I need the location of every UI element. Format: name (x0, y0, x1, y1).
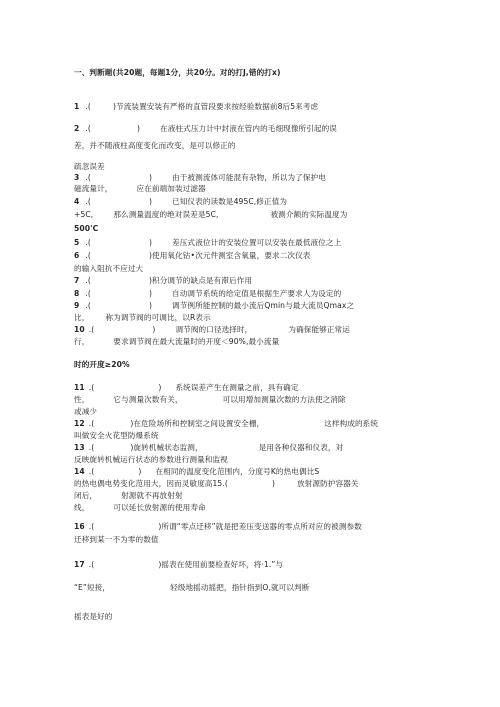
question-10-cont-2: 时的开度≥20% (74, 360, 130, 369)
question-2: 2 .( ) 在液柱式压力计中封液在管内的毛细现像所引起的误 (74, 124, 338, 133)
question-4: 4 .( ) 已知仪表的读数是495C,修正值为 (74, 197, 288, 206)
question-4-cont-1: +5C, 那么测量温度的绝对误差是5C, 被测介额的实际温度为 (74, 210, 348, 219)
question-14-cont-2: 闭后， 射源就不再放射射 (74, 491, 183, 500)
question-3: 3 .( ) 由于被测流体可能混有杂物，所以为了保护电 (74, 173, 326, 182)
question-9-cont-1: 比， 称为调节阀的可调比，以R表示 (74, 313, 211, 322)
question-13-cont-1: 反映旋转机械运行状态的参数进行测量和监视 (74, 455, 228, 464)
question-6-cont-1: 的输入阻抗不应过大 (74, 264, 144, 273)
question-7: 7 .( )积分调节的缺点是有滞后作用 (74, 276, 253, 285)
question-10-cont-1: 行， 要求调节阀在最大流量时的开度＜90%,最小流量 (74, 337, 280, 346)
question-10: 10 .( ) 调节阀的口径选择时， 为确保能够正常运 (74, 325, 350, 334)
question-6: 6 .( )使用氧化钴•次元件测室含氧量，要求二次仪表 (74, 251, 311, 260)
question-11: 11 .( ) 系统误差产生在测量之前，具有确定 (74, 383, 299, 392)
question-17: 17 .( )摇表在使用前要检查好坏，将·1.”与 (74, 560, 284, 569)
question-1: 1 .( )节流装置安装有严格的直管段要求按经验数据前8后5来考虑 (74, 102, 319, 111)
question-12: 12 .( )在危险场所和控制室之间设置安全栅， 这样构成的系统 (74, 419, 379, 428)
question-11-cont-1: 性， 它与测量次数有关， 可以用增加测量次数的方法使之消除 (74, 395, 346, 404)
question-2-cont-2: 疏忽误差 (74, 162, 105, 171)
question-14-cont-1: 的热电偶电势变化范用大，因而灵敏度高15.( ) 放射源防护容器关 (74, 479, 359, 488)
question-8: 8 .( ) 自动调节系统的给定值是根据生产要求人为设定的 (74, 289, 342, 298)
section-title: 一、判断题(共20题，每题1分，共20分。对的打J,错的打x) (74, 68, 281, 77)
question-16-cont-1: 迁移到某一不为零的数值 (74, 535, 159, 544)
question-5: 5 .( ) 差压式液位计的安装位置可以安装在最低液位之上 (74, 238, 342, 247)
question-14: 14 .( ) 在相同的温度变化范围内，分度号K的热电偶比S (74, 467, 320, 476)
question-3-cont-1: 磁流量计， 应在前端加装过滤器 (74, 184, 206, 193)
question-13: 13 .( )旋转机械状态监测， 是用各种仪器和仪表，对 (74, 443, 344, 452)
question-4-cont-2: 500'C (74, 224, 99, 233)
question-12-cont-1: 叫做安全火花型防爆系统 (74, 431, 159, 440)
question-17-cont-2: 摇表是好的 (74, 612, 113, 621)
question-11-cont-2: 或减少 (74, 407, 98, 416)
question-17-cont-1: “E”短接， 轻级地摇动摇把，指针指到O,就可以判断 (74, 583, 310, 592)
question-9: 9 .( ) 调节例所能控制的最小流后Qmin与最大流员Qmax之 (74, 301, 355, 310)
question-2-cont-1: 差，并不随液柱高度变化而改变，是可以修正的 (74, 141, 236, 150)
question-14-cont-3: 线， 可以延长放射源的使用寿命 (74, 503, 206, 512)
question-16: 16 .( )所谓“零点迁移”就是把差压变送器的零点所对应的被测参数 (74, 522, 362, 531)
